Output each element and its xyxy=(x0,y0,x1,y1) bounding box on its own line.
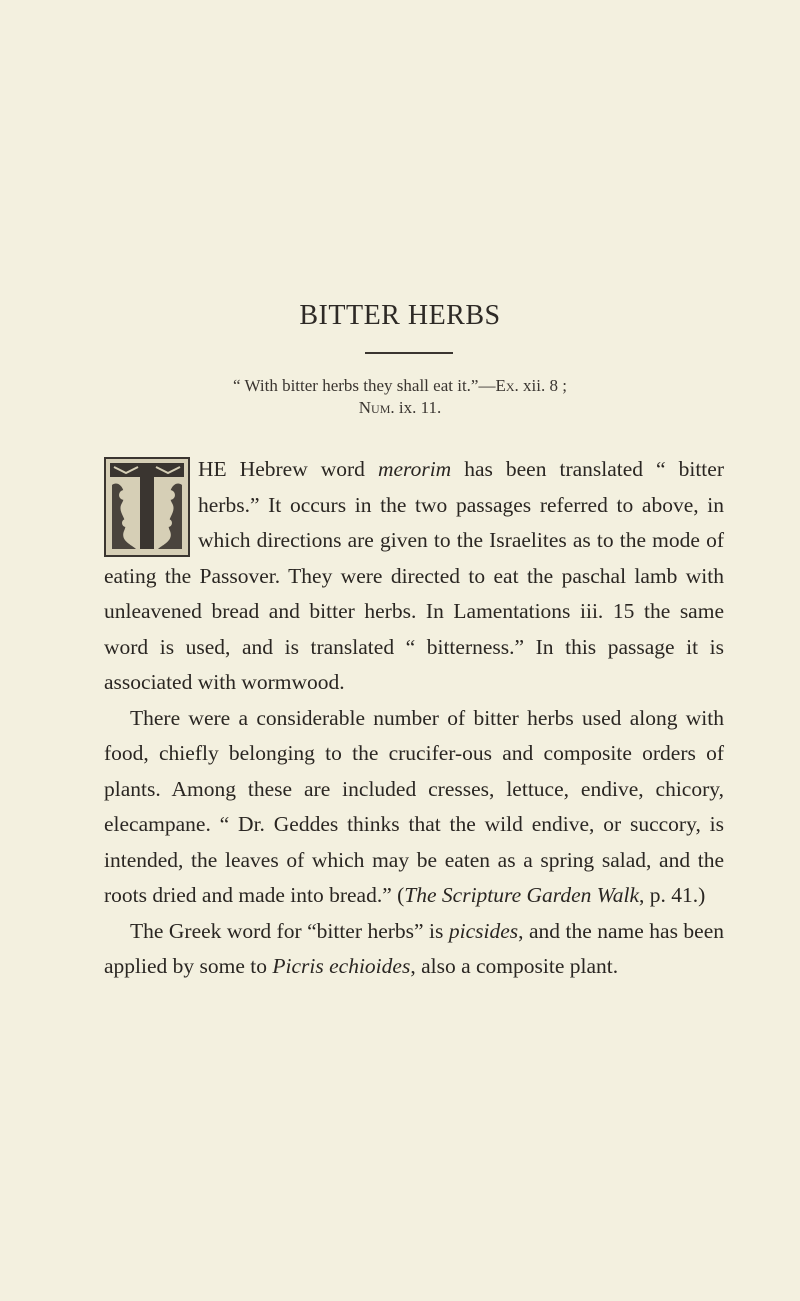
paragraph-3-text-c: , also a composite plant. xyxy=(410,954,619,978)
paragraph-2-book-title: The Scripture Garden Walk xyxy=(404,883,639,907)
paragraph-1 xyxy=(104,452,724,701)
paragraph-1-text-b: has been translated “ bitter herbs.” It occurs in the two passages referred to above, in which directions are given to the Israelites as to the mode of eating the Passover. They were directed to eat the paschal lamb with unleavened bread and bitter herbs. In Lamentations iii. 15 the same word is used, and is translated “ bitterness.” In this passage it is associated with wormwood. xyxy=(104,457,724,694)
paragraph-1-text-a: HE Hebrew word xyxy=(198,457,378,481)
chapter-title: BITTER HERBS xyxy=(299,300,501,331)
epigraph-quote: “ With bitter herbs they shall eat it.”— xyxy=(233,376,496,395)
drop-cap-letter xyxy=(106,459,188,555)
chapter-body xyxy=(104,452,724,985)
epigraph-ref-numbers-num: ix. 11. xyxy=(394,398,442,417)
paragraph-2-text-a: There were a considerable number of bitter herbs used along with food, chiefly belonging to the crucifer-ous and composite orders of plants. Among these are included cresses, lettuce, endive, chicory, elecampane. “ Dr. Geddes thinks that the wild endive, or succory, is intended, the leaves of which may be eaten as a spring salad, and the roots dried and made into bread.” ( xyxy=(104,705,724,907)
epigraph-ref-exodus: Ex. xyxy=(495,376,519,395)
epigraph xyxy=(0,375,800,419)
epigraph-ref-exodus-num: xii. 8 ; xyxy=(518,376,567,395)
paragraph-3 xyxy=(104,914,724,985)
paragraph-3-text-a: The Greek word for “bitter herbs” is xyxy=(130,918,449,943)
paragraph-1-term: merorim xyxy=(377,457,452,481)
paragraph-3-text-b: , and the name has been applied by some to xyxy=(104,918,724,978)
epigraph-ref-numbers: Num. xyxy=(358,398,395,417)
paragraph-3-term-2: Picris echioides xyxy=(272,954,411,978)
paragraph-2 xyxy=(104,701,724,914)
drop-cap-ornament xyxy=(104,457,190,557)
paragraph-2-text-b: , p. 41.) xyxy=(638,883,706,907)
paragraph-3-term-1: picsides xyxy=(448,918,519,943)
title-divider xyxy=(365,352,453,354)
